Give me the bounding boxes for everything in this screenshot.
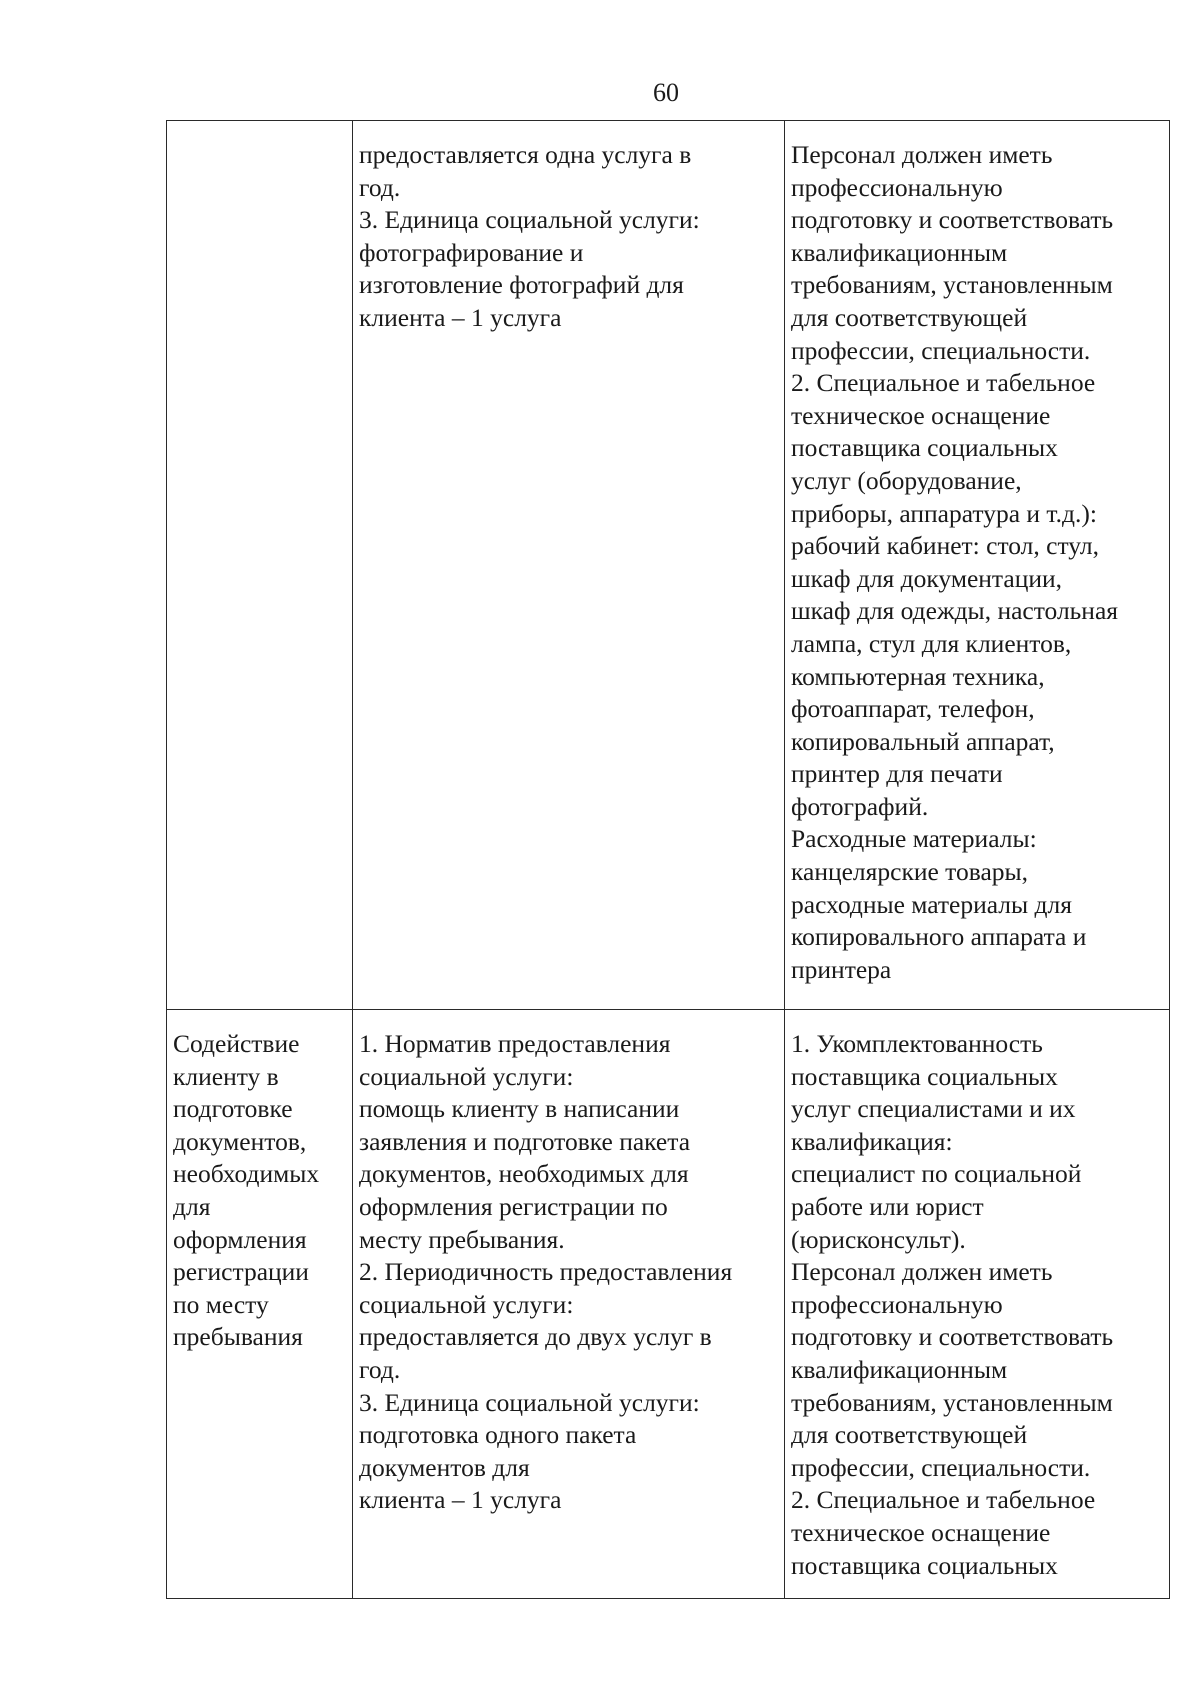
- cell-text-line: 2. Специальное и табельное: [791, 368, 1096, 398]
- cell-text-line: 2. Периодичность предоставления: [359, 1257, 733, 1287]
- cell-text-line: требованиям, установленным: [791, 270, 1113, 300]
- cell-text-line: услуг специалистами и их: [791, 1094, 1076, 1124]
- cell-text-line: профессиональную: [791, 1289, 1003, 1319]
- table-row: [167, 1010, 1170, 1599]
- cell-text-line: год.: [359, 172, 401, 202]
- cell-text-line: социальной услуги:: [359, 1061, 574, 1091]
- cell-text-line: (юрисконсульт).: [791, 1224, 966, 1254]
- cell-text-line: квалификация:: [791, 1126, 953, 1156]
- page-number: 60: [653, 78, 679, 107]
- cell-text-line: предоставляется одна услуга в: [359, 140, 692, 169]
- cell-text-line: Расходные материалы:: [791, 824, 1037, 854]
- cell-text-line: квалификационным: [791, 237, 1008, 267]
- cell-text-line: оформления регистрации по: [359, 1191, 668, 1221]
- cell-text-line: заявления и подготовке пакета: [359, 1126, 691, 1156]
- cell-text-line: для: [173, 1191, 211, 1221]
- cell-text-line: подготовку и соответствовать: [791, 1322, 1114, 1352]
- service-conditions-cell: [785, 1010, 1170, 1599]
- service-name-cell: [167, 1010, 353, 1599]
- cell-text-line: 1. Укомплектованность: [791, 1029, 1043, 1058]
- cell-text-line: помощь клиенту в написании: [359, 1094, 680, 1124]
- cell-text-line: поставщика социальных: [791, 1550, 1058, 1580]
- cell-text-line: шкаф для одежды, настольная: [791, 596, 1118, 626]
- cell-text-line: профессиональную: [791, 172, 1003, 202]
- cell-text-line: поставщика социальных: [791, 433, 1058, 463]
- cell-text-line: предоставляется до двух услуг в: [359, 1322, 712, 1352]
- cell-text-line: 2. Специальное и табельное: [791, 1485, 1096, 1515]
- cell-text-line: подготовке: [173, 1094, 293, 1124]
- cell-text-line: документов, необходимых для: [359, 1159, 689, 1189]
- cell-text-line: копировального аппарата и: [791, 922, 1087, 952]
- cell-text-line: фотоаппарат, телефон,: [791, 694, 1035, 724]
- cell-text-line: расходные материалы для: [791, 889, 1072, 919]
- cell-text-line: подготовка одного пакета: [359, 1420, 637, 1450]
- cell-text-line: фотографий.: [791, 791, 929, 821]
- cell-text-line: 1. Норматив предоставления: [359, 1029, 671, 1058]
- cell-text-line: специалист по социальной: [791, 1159, 1082, 1189]
- cell-text-line: для соответствующей: [791, 302, 1028, 332]
- service-standards-cell: [353, 121, 785, 1010]
- cell-text-line: по месту: [173, 1289, 269, 1319]
- cell-text-line: регистрации: [173, 1257, 309, 1287]
- cell-text-line: клиенту в: [173, 1061, 279, 1091]
- cell-text-line: необходимых: [173, 1159, 320, 1189]
- cell-text-line: копировальный аппарат,: [791, 726, 1055, 756]
- cell-text-line: год.: [359, 1354, 401, 1384]
- cell-text-line: клиента – 1 услуга: [359, 302, 562, 332]
- service-standards-table: [166, 120, 1170, 1599]
- cell-text-line: поставщика социальных: [791, 1061, 1058, 1091]
- cell-text-line: принтер для печати: [791, 759, 1003, 789]
- cell-text-line: приборы, аппаратура и т.д.):: [791, 498, 1097, 528]
- cell-text-line: компьютерная техника,: [791, 661, 1045, 691]
- cell-text-line: требованиям, установленным: [791, 1387, 1113, 1417]
- cell-text-line: квалификационным: [791, 1354, 1008, 1384]
- cell-text-line: Содействие: [173, 1029, 300, 1058]
- service-name-cell: [167, 121, 353, 1010]
- cell-text-line: для соответствующей: [791, 1420, 1028, 1450]
- cell-text-line: фотографирование и: [359, 237, 584, 267]
- cell-text-line: профессии, специальности.: [791, 335, 1091, 365]
- cell-text-line: рабочий кабинет: стол, стул,: [791, 531, 1100, 561]
- cell-text-line: документов,: [173, 1126, 307, 1156]
- cell-text-line: 3. Единица социальной услуги:: [359, 1387, 700, 1417]
- cell-text-line: услуг (оборудование,: [791, 465, 1022, 495]
- cell-text-line: работе или юрист: [791, 1191, 984, 1221]
- service-conditions-cell: [785, 121, 1170, 1010]
- cell-text-line: шкаф для документации,: [791, 563, 1063, 593]
- cell-text-line: клиента – 1 услуга: [359, 1485, 562, 1515]
- cell-text-line: документов для: [359, 1452, 530, 1482]
- cell-text-line: изготовление фотографий для: [359, 270, 684, 300]
- table-row: [167, 121, 1170, 1010]
- cell-text-line: Персонал должен иметь: [791, 140, 1053, 169]
- cell-text-line: пребывания: [173, 1322, 303, 1352]
- cell-text-line: 3. Единица социальной услуги:: [359, 205, 700, 235]
- cell-text-line: социальной услуги:: [359, 1289, 574, 1319]
- cell-text-line: месту пребывания.: [359, 1224, 565, 1254]
- cell-text-line: профессии, специальности.: [791, 1452, 1091, 1482]
- cell-text-line: принтера: [791, 954, 892, 984]
- cell-text-line: канцелярские товары,: [791, 857, 1029, 887]
- cell-text-line: оформления: [173, 1224, 307, 1254]
- cell-text-line: лампа, стул для клиентов,: [791, 628, 1072, 658]
- cell-text-line: подготовку и соответствовать: [791, 205, 1114, 235]
- service-standards-cell: [353, 1010, 785, 1599]
- cell-text-line: техническое оснащение: [791, 1517, 1051, 1547]
- cell-text-line: Персонал должен иметь: [791, 1257, 1053, 1287]
- cell-text-line: техническое оснащение: [791, 400, 1051, 430]
